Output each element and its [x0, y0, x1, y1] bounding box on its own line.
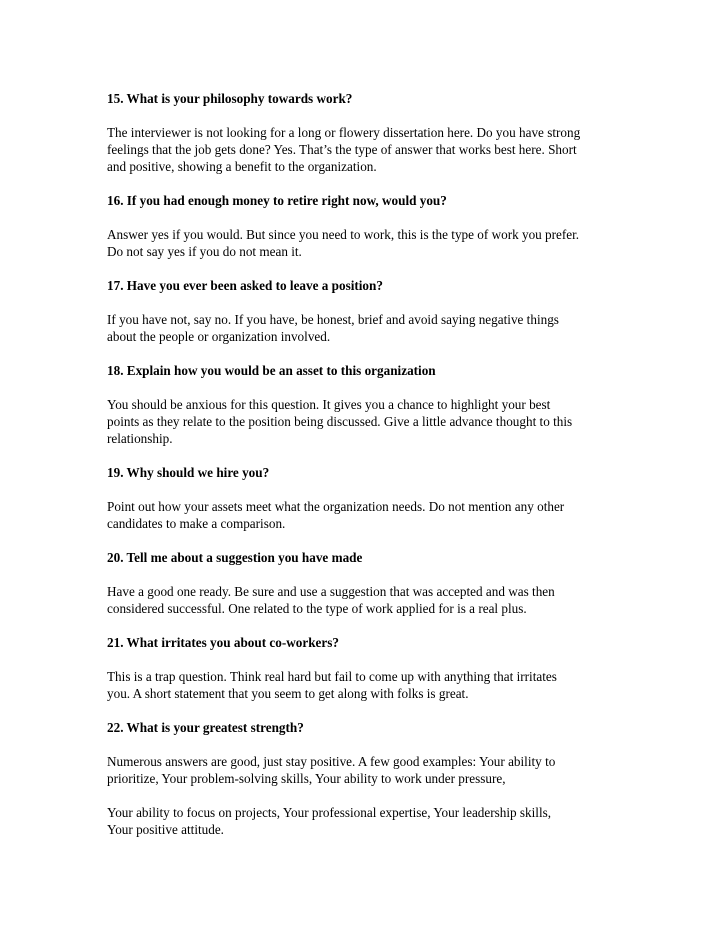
answer-line: prioritize, Your problem-solving skills, Your ability to work under pressure, — [107, 771, 506, 786]
answer-line: Numerous answers are good, just stay positive. A few good examples: Your ability to — [107, 754, 556, 769]
answer-line: considered successful. One related to the type of work applied for is a real plus. — [107, 601, 527, 616]
question-heading-22: 22. What is your greatest strength? — [107, 720, 304, 735]
answer-paragraph-18 — [107, 396, 627, 447]
answer-line: Your ability to focus on projects, Your professional expertise, Your leadership skills, — [107, 805, 552, 820]
question-heading-19: 19. Why should we hire you? — [107, 465, 270, 480]
question-section-21 — [107, 634, 627, 719]
question-heading-18: 18. Explain how you would be an asset to this organization — [107, 363, 436, 378]
answer-line: candidates to make a comparison. — [107, 516, 286, 531]
question-section-19 — [107, 464, 627, 549]
question-heading-20: 20. Tell me about a suggestion you have made — [107, 550, 363, 565]
question-heading-15: 15. What is your philosophy towards work? — [107, 91, 353, 106]
answer-line: Point out how your assets meet what the organization needs. Do not mention any other — [107, 499, 565, 514]
question-section-20 — [107, 549, 627, 634]
answer-line: relationship. — [107, 431, 173, 446]
answer-line: Have a good one ready. Be sure and use a suggestion that was accepted and was then — [107, 584, 555, 599]
question-heading-21: 21. What irritates you about co-workers? — [107, 635, 339, 650]
question-section-17 — [107, 277, 627, 362]
answer-paragraph-19 — [107, 498, 627, 532]
answer-line: Do not say yes if you do not mean it. — [107, 244, 302, 259]
question-section-22 — [107, 719, 627, 838]
answer-line: points as they relate to the position being discussed. Give a little advance thought to this — [107, 414, 573, 429]
answer-paragraph-17 — [107, 311, 627, 345]
answer-paragraph-22a — [107, 753, 627, 787]
question-section-18 — [107, 362, 627, 464]
answer-line: about the people or organization involved. — [107, 329, 331, 344]
question-heading-17: 17. Have you ever been asked to leave a position? — [107, 278, 383, 293]
question-section-15 — [107, 90, 627, 192]
answer-paragraph-21 — [107, 668, 627, 702]
answer-line: You should be anxious for this question. It gives you a chance to highlight your best — [107, 397, 551, 412]
answer-line: If you have not, say no. If you have, be honest, brief and avoid saying negative things — [107, 312, 559, 327]
answer-line: Your positive attitude. — [107, 822, 224, 837]
answer-line: and positive, showing a benefit to the organization. — [107, 159, 377, 174]
document-page — [107, 90, 627, 838]
answer-paragraph-20 — [107, 583, 627, 617]
answer-line: The interviewer is not looking for a long or flowery dissertation here. Do you have strong — [107, 125, 581, 140]
answer-line: Answer yes if you would. But since you need to work, this is the type of work you prefer. — [107, 227, 580, 242]
answer-line: feelings that the job gets done? Yes. That’s the type of answer that works best here. Short — [107, 142, 577, 157]
question-section-16 — [107, 192, 627, 277]
answer-paragraph-16 — [107, 226, 627, 260]
answer-line: This is a trap question. Think real hard but fail to come up with anything that irritates — [107, 669, 557, 684]
answer-line: you. A short statement that you seem to get along with folks is great. — [107, 686, 469, 701]
answer-paragraph-22b — [107, 804, 627, 838]
question-heading-16: 16. If you had enough money to retire right now, would you? — [107, 193, 447, 208]
answer-paragraph-15 — [107, 124, 627, 175]
